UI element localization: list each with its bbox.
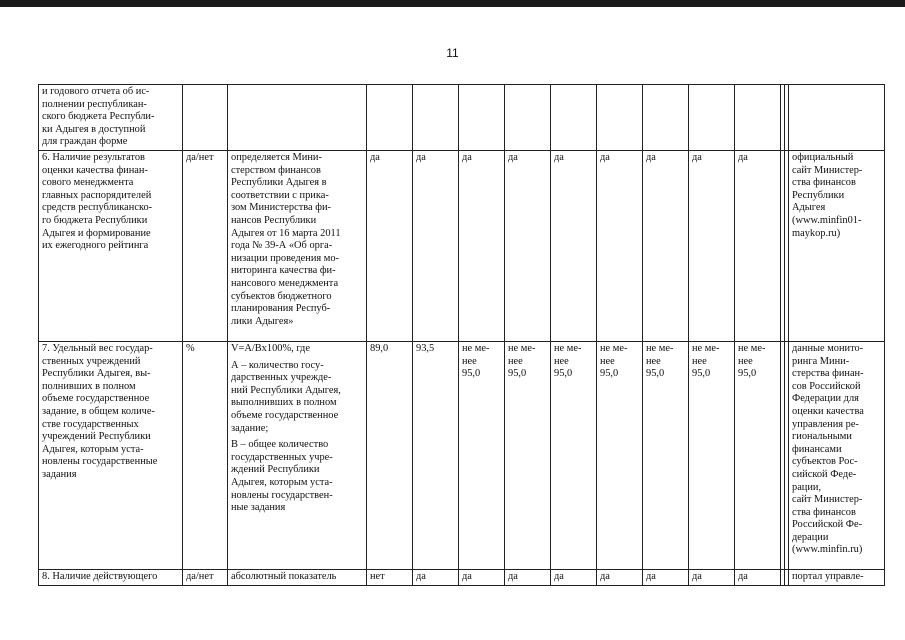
method-formula: V=A/Bx100%, где <box>231 342 310 354</box>
table-row <box>39 150 885 341</box>
value-cell: да <box>505 569 551 585</box>
source-cell: официальный сайт Министер- ства финансов Республики Адыгея (www.minfin01- maykop.ru) <box>789 150 885 341</box>
value-cell: да <box>459 150 505 341</box>
indicator-name-cell: 7. Удельный вес государ- ственных учреждений Республики Адыгея, вы- полнивших в полном объеме государственное задание, в общем количе- стве государственных учреждений Республики Адыгея, которым уста- новлены государственные задания <box>39 341 183 569</box>
value-cell: да <box>689 569 735 585</box>
value-cell <box>551 85 597 151</box>
indicator-name-cell: 6. Наличие результатов оценки качества финан- сового менеджмента главных распорядителей средств республиканско- го бюджета Республики Адыгея и формирование их ежегодного рейтинга <box>39 150 183 341</box>
value-cell: да <box>735 569 781 585</box>
value-cell: да <box>551 150 597 341</box>
source-cell: данные монито- ринга Мини- стерства финан- сов Российской Федерации для оценки качества управления ре- гиональными финансами субъектов Рос- сийской Феде- рации, сайт Министер- ства финансов Российской Фе- дерации (www.minfin.ru) <box>789 341 885 569</box>
value-cell: да <box>413 569 459 585</box>
value-cell <box>735 85 781 151</box>
method-cell <box>228 85 367 151</box>
value-cell <box>459 85 505 151</box>
value-cell: да <box>597 150 643 341</box>
value-cell <box>597 85 643 151</box>
source-cell: портал управле- <box>789 569 885 585</box>
value-cell: 89,0 <box>367 341 413 569</box>
value-cell: да <box>551 569 597 585</box>
value-cell: да <box>505 150 551 341</box>
unit-cell: % <box>183 341 228 569</box>
value-cell: да <box>643 150 689 341</box>
value-cell <box>413 85 459 151</box>
method-variable-a: А – количество госу- дарственных учрежде- ний Республики Адыгея, выполнивших в полном объеме государственное задание; <box>231 359 341 434</box>
page-number: 11 <box>446 46 459 60</box>
value-cell: 93,5 <box>413 341 459 569</box>
value-cell: не ме- нее 95,0 <box>459 341 505 569</box>
table-row <box>39 569 885 585</box>
value-cell: не ме- нее 95,0 <box>643 341 689 569</box>
value-cell: не ме- нее 95,0 <box>505 341 551 569</box>
value-cell: не ме- нее 95,0 <box>551 341 597 569</box>
value-cell: не ме- нее 95,0 <box>689 341 735 569</box>
value-cell <box>367 85 413 151</box>
method-variable-b: В – общее количество государственных учре- ждений Республики Адыгея, которым уста- новлены государствен- ные задания <box>231 439 333 514</box>
value-cell <box>643 85 689 151</box>
method-cell: абсолютный показатель <box>228 569 367 585</box>
table-row <box>39 85 885 151</box>
method-cell: определяется Мини- стерством финансов Республики Адыгея в соответствии с прика- зом Министерства фи- нансов Республики Адыгея от 16 марта 2011 года № 39-А «Об орга- низации проведения мо- ниторинга качества фи- нансового менеджмента субъектов бюджетного планирования Респуб- лики Адыгея» <box>228 150 367 341</box>
unit-cell: да/нет <box>183 150 228 341</box>
indicator-name-cell: и годового отчета об ис- полнении республикан- ского бюджета Республи- ки Адыгея в доступной для граждан форме <box>39 85 183 151</box>
value-cell: да <box>413 150 459 341</box>
value-cell <box>689 85 735 151</box>
value-cell: да <box>459 569 505 585</box>
page-top-border <box>0 0 905 7</box>
value-cell: да <box>689 150 735 341</box>
value-cell: да <box>735 150 781 341</box>
indicator-name-cell: 8. Наличие действующего <box>39 569 183 585</box>
source-cell <box>789 85 885 151</box>
indicators-table <box>38 84 885 586</box>
table-row <box>39 341 885 569</box>
value-cell: да <box>367 150 413 341</box>
value-cell: не ме- нее 95,0 <box>735 341 781 569</box>
unit-cell <box>183 85 228 151</box>
value-cell: да <box>643 569 689 585</box>
unit-cell: да/нет <box>183 569 228 585</box>
value-cell <box>505 85 551 151</box>
value-cell: нет <box>367 569 413 585</box>
value-cell: не ме- нее 95,0 <box>597 341 643 569</box>
method-cell <box>228 341 367 569</box>
value-cell: да <box>597 569 643 585</box>
